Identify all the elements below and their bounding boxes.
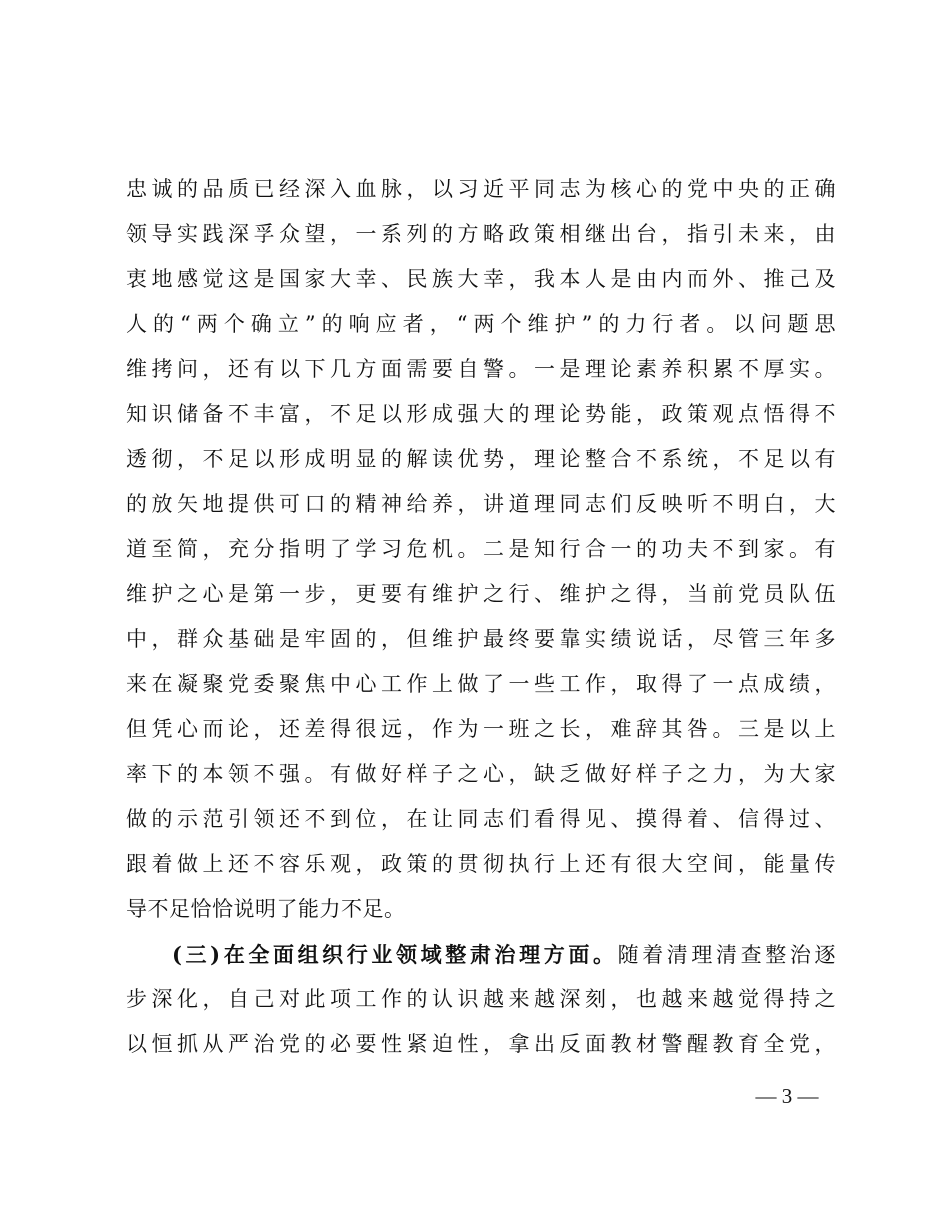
- text-line: 率下的本领不强。有做好样子之心，缺乏做好样子之力，为大家: [126, 762, 836, 786]
- section-heading: (三)在全面组织行业领域整肃治理方面。: [172, 942, 618, 967]
- text-line: 但凭心而论，还差得很远，作为一班之长，难辞其咎。三是以上: [126, 717, 836, 741]
- text-line: 知识储备不丰富，不足以形成强大的理论势能，政策观点悟得不: [126, 402, 836, 426]
- text-line: 透彻，不足以形成明显的解读优势，理论整合不系统，不足以有: [126, 447, 836, 471]
- text-line: 步深化，自己对此项工作的认识越来越深刻，也越来越觉得持之: [126, 987, 836, 1011]
- text-line: 来在凝聚党委聚焦中心工作上做了一些工作，取得了一点成绩，: [126, 672, 836, 696]
- paragraph-1: [126, 167, 836, 932]
- text-line: 维护之心是第一步，更要有维护之行、维护之得，当前党员队伍: [126, 582, 836, 606]
- text-line: 导不足恰恰说明了能力不足。: [126, 897, 406, 921]
- text-line: 的放矢地提供可口的精神给养，讲道理同志们反映听不明白，大: [126, 492, 836, 516]
- body-text: [126, 167, 836, 1067]
- text-line: 跟着做上还不容乐观，政策的贯彻执行上还有很大空间，能量传: [126, 852, 836, 876]
- text-line: 做的示范引领还不到位，在让同志们看得见、摸得着、信得过、: [126, 807, 836, 831]
- text-line: 道至简，充分指明了学习危机。二是知行合一的功夫不到家。有: [126, 537, 836, 561]
- text-line: 以恒抓从严治党的必要性紧迫性，拿出反面教材警醒教育全党，: [126, 1032, 836, 1056]
- text-line: 人的“两个确立”的响应者，“两个维护”的力行者。以问题思: [126, 312, 836, 336]
- paragraph-2: [126, 932, 836, 1067]
- text-line: 中，群众基础是牢固的，但维护最终要靠实绩说话，尽管三年多: [126, 627, 836, 651]
- text-line: [126, 932, 836, 977]
- text-line: 领导实践深孚众望，一系列的方略政策相继出台，指引未来，由: [126, 222, 836, 246]
- text-line: 忠诚的品质已经深入血脉，以习近平同志为核心的党中央的正确: [126, 177, 836, 201]
- text-line: 维拷问，还有以下几方面需要自警。一是理论素养积累不厚实。: [126, 357, 836, 381]
- text-run: 随着清理清查整治逐: [617, 943, 836, 967]
- text-line: 衷地感觉这是国家大幸、民族大幸，我本人是由内而外、推己及: [126, 267, 836, 291]
- page-number: — 3 —: [755, 1084, 819, 1108]
